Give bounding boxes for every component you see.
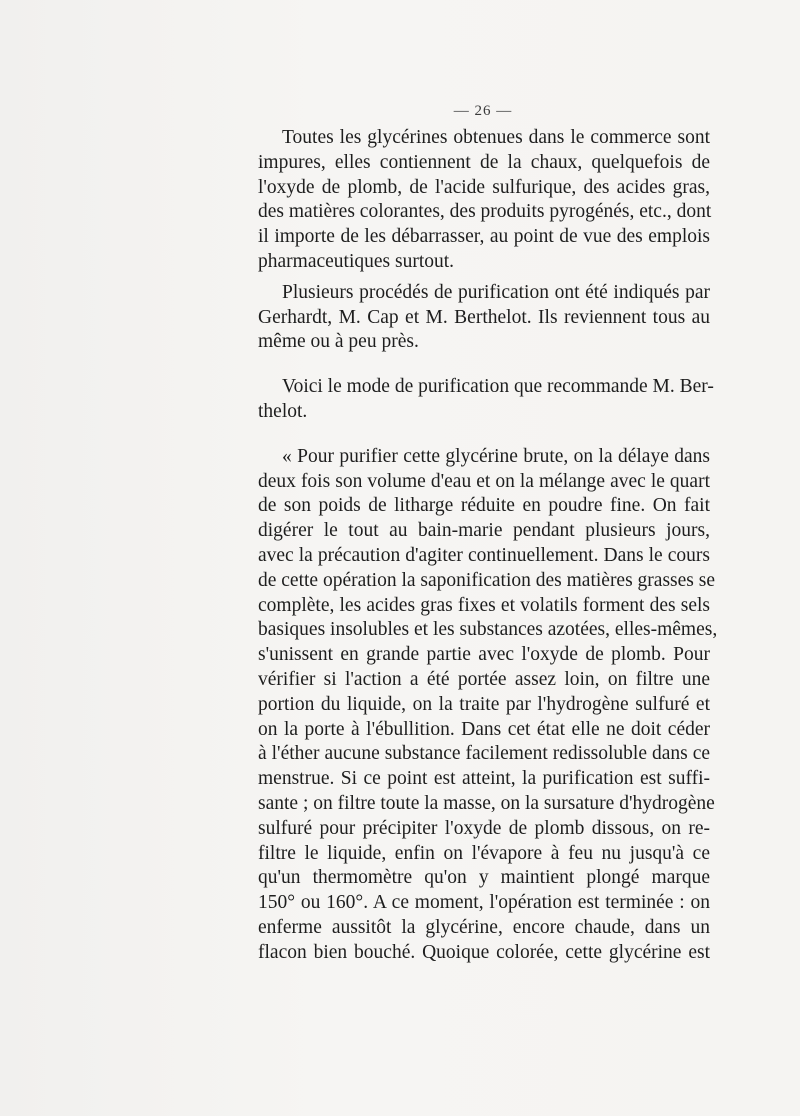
text-line: on la porte à l'ébullition. Dans cet état elle ne doit céder (258, 718, 710, 740)
text-line: portion du liquide, on la traite par l'hydrogène sulfuré et (258, 693, 710, 715)
text-line: impures, elles contiennent de la chaux, quelquefois de (258, 151, 710, 173)
text-line: Toutes les glycérines obtenues dans le commerce sont (282, 127, 710, 148)
text-line: il importe de les débarrasser, au point de vue des emplois (258, 226, 710, 248)
text-line: Voici le mode de purification que recommande M. Ber- (282, 376, 714, 398)
text-line: même ou à peu près. (258, 331, 419, 353)
text-line: flacon bien bouché. Quoique colorée, cette glycérine est (258, 941, 710, 963)
text-line: l'oxyde de plomb, de l'acide sulfurique, des acides gras, (258, 176, 710, 198)
text-line: de son poids de litharge réduite en poudre fine. On fait (258, 495, 710, 517)
paragraph-berthelot-quote (258, 445, 718, 966)
text-line: enferme aussitôt la glycérine, encore chaude, dans un (258, 916, 710, 938)
text-line: sante ; on filtre toute la masse, on la sursature d'hydrogène (258, 792, 715, 814)
paragraph-berthelot-mode (258, 375, 714, 425)
text-line: Gerhardt, M. Cap et M. Berthelot. Ils reviennent tous au (258, 306, 710, 328)
text-line: basiques insolubles et les substances azotées, elles-mêmes, (258, 619, 718, 641)
text-line: « Pour purifier cette glycérine brute, on la délaye dans (282, 445, 710, 467)
page-text-block (258, 100, 718, 966)
paragraph-purification-methods (258, 281, 710, 355)
text-line: filtre le liquide, enfin on l'évapore à feu nu jusqu'à ce (258, 842, 710, 864)
text-line: digérer le tout au bain-marie pendant plusieurs jours, (258, 520, 710, 542)
text-line: deux fois son volume d'eau et on la mélange avec le quart (258, 470, 710, 492)
text-line: des matières colorantes, des produits pyrogénés, etc., dont (258, 201, 712, 223)
text-line: à l'éther aucune substance facilement redissoluble dans ce (258, 743, 710, 765)
text-line: Plusieurs procédés de purification ont été indiqués par (282, 281, 710, 303)
text-line: 150° ou 160°. A ce moment, l'opération est terminée : on (258, 892, 710, 914)
text-line: avec la précaution d'agiter continuellement. Dans le cours (258, 544, 710, 566)
text-line: qu'un thermomètre qu'on y maintient plongé marque (258, 867, 710, 889)
paragraph-glycerine-impurities (258, 126, 710, 275)
text-line: sulfuré pour précipiter l'oxyde de plomb dissous, on re- (258, 817, 710, 839)
text-line: vérifier si l'action a été portée assez loin, on filtre une (258, 668, 710, 690)
text-line: thelot. (258, 400, 308, 422)
text-line: pharmaceutiques surtout. (258, 250, 455, 272)
text-line: de cette opération la saponification des matières grasses se (258, 569, 715, 591)
text-line: complète, les acides gras fixes et volatils forment des sels (258, 594, 710, 616)
text-line: s'unissent en grande partie avec l'oxyde de plomb. Pour (258, 644, 710, 666)
page-number: — 26 — (453, 103, 513, 119)
text-line: menstrue. Si ce point est atteint, la purification est suffi- (258, 768, 710, 790)
